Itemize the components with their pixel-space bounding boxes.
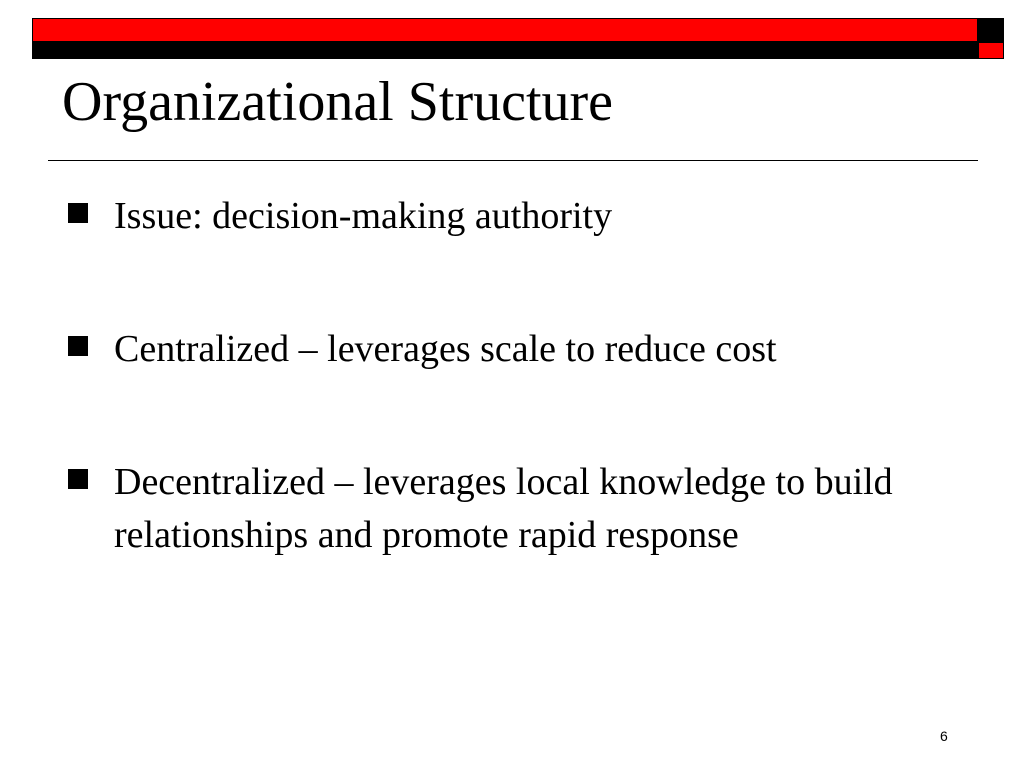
bullet-text: Decentralized – leverages local knowledge to build relationships and promote rapid response [114,461,893,556]
header-red-bar [32,18,978,42]
bullet-item [66,323,966,376]
header-black-bar [32,42,978,59]
bullet-list [66,190,966,642]
bullet-text: Centralized – leverages scale to reduce cost [114,328,777,370]
bullet-item [66,456,966,562]
page-number: 6 [940,728,948,744]
square-bullet-icon [68,469,88,489]
square-bullet-icon [68,336,88,356]
header-corner-red-block [978,42,1004,59]
title-divider [48,160,978,161]
bullet-item [66,190,966,243]
square-bullet-icon [68,203,88,223]
header-corner-black-block [978,18,1004,42]
slide-title: Organizational Structure [62,71,614,133]
bullet-text: Issue: decision-making authority [114,195,613,237]
